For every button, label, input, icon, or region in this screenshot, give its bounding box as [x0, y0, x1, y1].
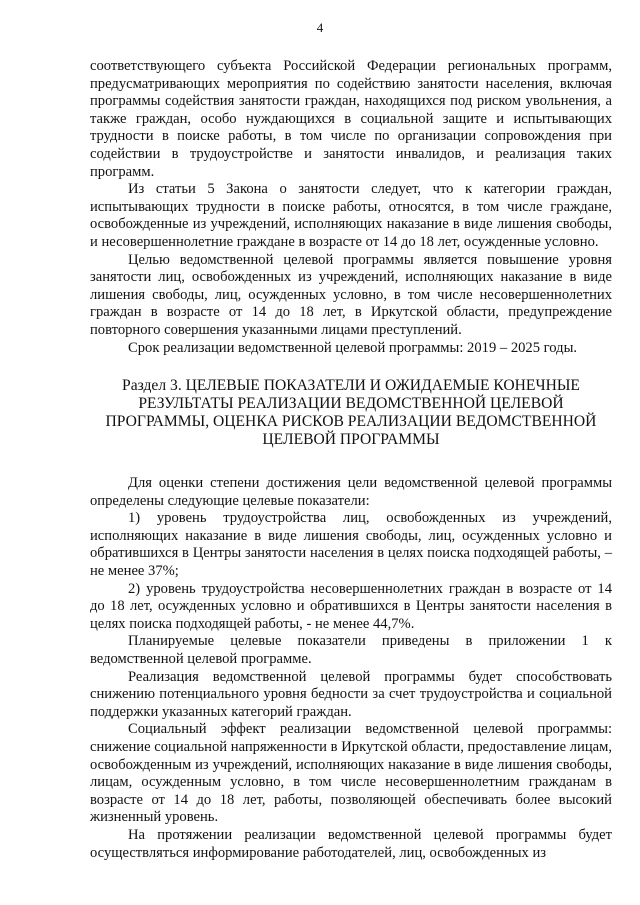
- paragraph-4: Срок реализации ведомственной целевой программы: 2019 – 2025 годы.: [128, 339, 578, 356]
- paragraph-5: Для оценки степени достижения цели ведомственной целевой программы определены следующие целевые показатели:: [90, 475, 612, 509]
- section-title-line: ЦЕЛЕВОЙ ПРОГРАММЫ: [262, 431, 440, 449]
- paragraph-9: Реализация ведомственной целевой программы будет способствовать снижению потенциального уровня бедности за счет трудоустройства и социальной поддержки указанных категорий граждан.: [90, 668, 612, 720]
- paragraph-10: Социальный эффект реализации ведомственной целевой программы: снижение социальной напряженности в Иркутской области, предоставление лицам, освобожденным из учреждений, исполняющих наказание в виде лишения свободы, лицам, осужденным условно, в том числе несовершеннолетним гражданам в возрасте от 14 до 18 лет, работы, позволяющей обеспечивать более высокий жизненный уровень.: [90, 721, 612, 826]
- paragraph-11: На протяжении реализации ведомственной целевой программы будет осуществляться информирование работодателей, лиц, освобожденных из: [90, 826, 612, 861]
- section-title: [90, 377, 612, 449]
- paragraph-6: 1) уровень трудоустройства лиц, освобожденных из учреждений, исполняющих наказание в виде лишения свободы, лиц, осужденных условно и обратившихся в Центры занятости населения в целях поиска подходящей работы, – не менее 37%;: [90, 510, 612, 580]
- section-title-line: ПРОГРАММЫ, ОЦЕНКА РИСКОВ РЕАЛИЗАЦИИ ВЕДОМСТВЕННОЙ: [105, 413, 597, 431]
- paragraph-7: 2) уровень трудоустройства несовершеннолетних граждан в возрасте от 14 до 18 лет, осужденных условно и обратившихся в Центры занятости населения в целях поиска подходящей работы, - не менее 44,7%.: [90, 580, 612, 632]
- paragraph-8: Планируемые целевые показатели приведены в приложении 1 к ведомственной целевой программе.: [90, 633, 612, 668]
- paragraph-2: Из статьи 5 Закона о занятости следует, что к категории граждан, испытывающих трудности в поиске работы, относятся, в том числе граждане, освобожденные из учреждений, исполняющих наказание в виде лишения свободы, и несовершеннолетние граждане в возрасте от 14 до 18 лет, осужденные условно.: [90, 181, 612, 250]
- section-title-line: Раздел 3. ЦЕЛЕВЫЕ ПОКАЗАТЕЛИ И ОЖИДАЕМЫЕ КОНЕЧНЫЕ: [122, 377, 580, 395]
- document-body: [90, 58, 612, 862]
- page-number: 4: [316, 20, 324, 35]
- paragraph-1: соответствующего субъекта Российской Федерации региональных программ, предусматривающих мероприятия по содействию занятости населения, включая программы содействия занятости граждан, находящихся под риском увольнения, а также граждан, особо нуждающихся в социальной защите и испытывающих трудности в поиске работы, в том числе по организации сопровождения при содействии в трудоустройстве и занятости инвалидов, и реализация таких программ.: [90, 58, 612, 180]
- paragraph-3: Целью ведомственной целевой программы является повышение уровня занятости лиц, освобожденных из учреждений, исполняющих наказание в виде лишения свободы, лиц, осужденных условно, в том числе несовершеннолетних граждан в возрасте от 14 до 18 лет, в Иркутской области, предупреждение повторного совершения указанными лицами преступлений.: [90, 251, 612, 338]
- section-title-line: РЕЗУЛЬТАТЫ РЕАЛИЗАЦИИ ВЕДОМСТВЕННОЙ ЦЕЛЕВОЙ: [138, 395, 564, 413]
